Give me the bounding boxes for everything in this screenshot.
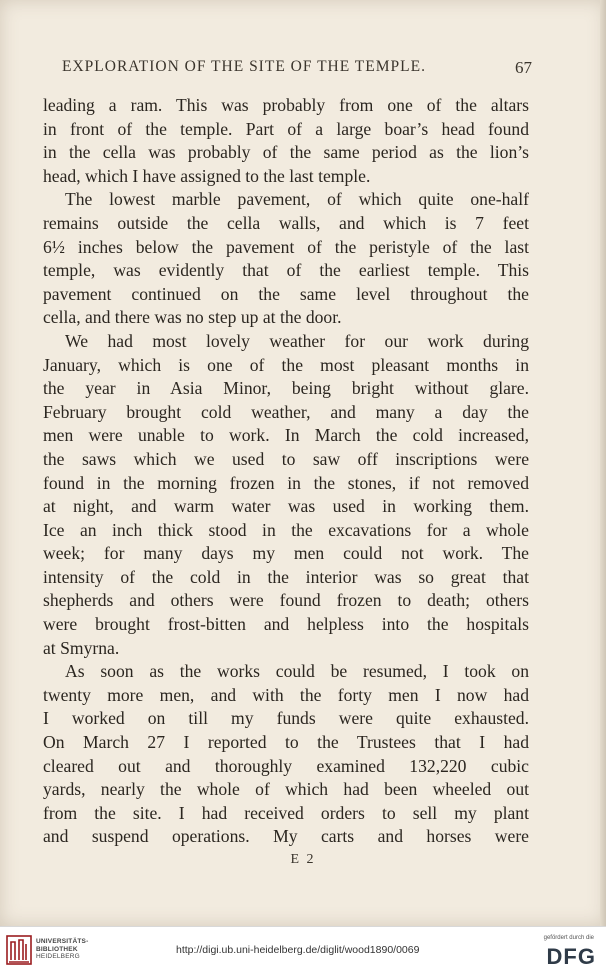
paragraph <box>43 330 529 660</box>
body-text <box>43 94 529 849</box>
text-line: head, which I have assigned to the last temple. <box>43 165 371 186</box>
university-library-name <box>36 938 88 961</box>
text-line: cleared out and thoroughly examined 132,220 cubic <box>43 755 529 776</box>
library-name-line: UNIVERSITÄTS- <box>36 938 89 945</box>
text-line: 6½ inches below the pavement of the peristyle of the last <box>43 236 529 257</box>
text-line: We had most lovely weather for our work during <box>65 330 529 351</box>
university-seal-icon <box>6 934 32 966</box>
text-line: twenty more men, and with the forty men I now had <box>43 684 529 705</box>
library-name-line: BIBLIOTHEK <box>36 945 78 953</box>
text-line: leading a ram. This was probably from one of the altars <box>43 95 529 115</box>
text-line: As soon as the works could be resumed, I took on <box>65 661 529 682</box>
text-line: and suspend operations. My carts and horses were <box>43 826 529 847</box>
text-line: intensity of the cold in the interior was so great that <box>43 566 529 587</box>
paragraph <box>43 94 529 188</box>
text-line: cella, and there was no step up at the door. <box>43 307 342 328</box>
text-line: at Smyrna. <box>43 637 120 658</box>
text-line: I worked on till my funds were quite exhausted. <box>43 708 529 729</box>
text-line: the year in Asia Minor, being bright without glare. <box>43 378 529 399</box>
text-line: in front of the temple. Part of a large boar’s head found <box>43 118 529 139</box>
dfg-logo: DFG <box>546 944 596 969</box>
text-line: The lowest marble pavement, of which quite one-half <box>65 189 529 210</box>
text-line: week; for many days my men could not work. The <box>43 543 529 564</box>
text-line: shepherds and others were found frozen to death; others <box>43 590 529 611</box>
text-line: in the cella was probably of the same period as the lion’s <box>43 142 529 163</box>
paragraph <box>43 660 529 849</box>
text-line: found in the morning frozen in the stones, if not removed <box>43 472 529 493</box>
text-line: the saws which we used to saw off inscriptions were <box>43 448 529 469</box>
running-head-title: EXPLORATION OF THE SITE OF THE TEMPLE. <box>62 58 426 75</box>
text-line: February brought cold weather, and many a day the <box>43 401 529 422</box>
signature-mark: E 2 <box>290 852 316 867</box>
text-line: On March 27 I reported to the Trustees that I had <box>43 732 529 753</box>
paragraph <box>43 188 529 330</box>
text-line: Ice an inch thick stood in the excavations for a whole <box>43 519 529 540</box>
permalink-url[interactable]: http://digi.ub.uni-heidelberg.de/diglit/wood1890/0069 <box>176 944 420 956</box>
text-line: men were unable to work. In March the cold increased, <box>43 425 529 446</box>
text-line: pavement continued on the same level throughout the <box>43 283 529 304</box>
funded-by-text: gefördert durch die <box>543 935 594 941</box>
running-head <box>62 58 532 78</box>
text-line: from the site. I had received orders to sell my plant <box>43 802 529 823</box>
text-line: yards, nearly the whole of which had been wheeled out <box>43 779 529 800</box>
page-edge <box>600 0 606 926</box>
text-line: temple, was evidently that of the earliest temple. This <box>43 260 529 281</box>
text-line: January, which is one of the most pleasant months in <box>43 354 529 375</box>
text-line: at night, and warm water was used in working them. <box>43 496 529 517</box>
text-line: were brought frost-bitten and helpless into the hospitals <box>43 614 529 635</box>
library-name-line: HEIDELBERG <box>36 953 80 960</box>
text-line: remains outside the cella walls, and which is 7 feet <box>43 212 529 233</box>
page-number: 67 <box>515 58 532 77</box>
